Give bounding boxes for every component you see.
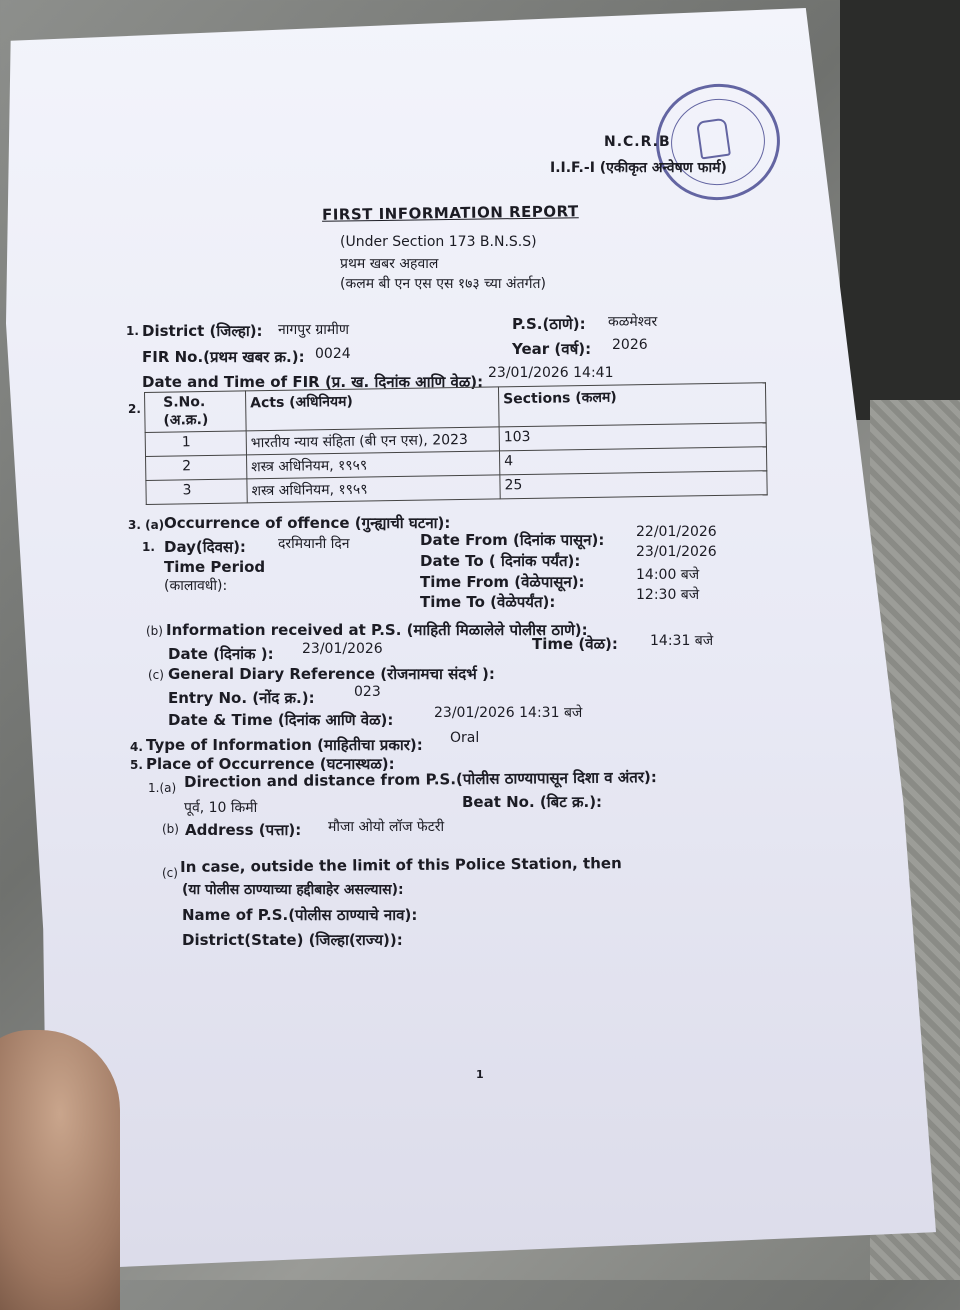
district-label: District (जिल्हा): <box>142 322 263 340</box>
row-section: 4 <box>499 447 766 475</box>
fir-number-value: 0024 <box>315 346 351 362</box>
year-label: Year (वर्ष): <box>512 340 592 358</box>
ps-value: कळमेश्वर <box>608 314 658 330</box>
row-sno: 1 <box>145 431 246 457</box>
ps-label: P.S.(ठाणे): <box>512 315 586 333</box>
direction-distance-label: Direction and distance from P.S.(पोलीस ठाण्यापासून दिशा व अंतर): <box>184 768 657 791</box>
type-of-information-value: Oral <box>450 730 480 746</box>
row-section: 103 <box>499 423 766 451</box>
acts-sections-table <box>144 382 768 505</box>
row-sno: 2 <box>146 455 247 481</box>
item-3-number: 3. (a) <box>128 518 165 532</box>
date-to-label: Date To ( दिनांक पर्यंत): <box>420 552 581 570</box>
district-value: नागपुर ग्रामीण <box>278 322 350 338</box>
item-1-number: 1. <box>126 324 139 338</box>
item-5-number: 5. <box>130 758 143 772</box>
background-dark-fence <box>840 0 960 420</box>
district-state-label: District(State) (जिल्हा(राज्य)): <box>182 931 403 949</box>
item-2-number: 2. <box>128 402 141 416</box>
info-time-value: 14:31 बजे <box>650 633 714 649</box>
date-from-label: Date From (दिनांक पासून): <box>420 531 605 549</box>
time-to-value: 12:30 बजे <box>636 587 700 603</box>
header-acts: Acts (अधिनियम) <box>245 387 499 431</box>
row-section: 25 <box>500 471 767 499</box>
time-to-label: Time To (वेळेपर्यंत): <box>420 593 556 611</box>
title-marathi: प्रथम खबर अहवाल <box>340 256 439 272</box>
report-title: FIRST INFORMATION REPORT <box>321 202 579 224</box>
info-received-label: Information received at P.S. (माहिती मिळालेले पोलीस ठाणे): <box>166 621 588 639</box>
outside-limit-marker: (c) <box>162 866 178 880</box>
occurrence-label: Occurrence of offence (गुन्ह्याची घटना): <box>164 514 451 532</box>
fir-number-label: FIR No.(प्रथम खबर क्र.): <box>142 348 305 366</box>
item-4-number: 4. <box>130 740 143 754</box>
beat-number-label: Beat No. (बिट क्र.): <box>462 793 603 811</box>
entry-number-label: Entry No. (नोंद क्र.): <box>168 689 315 707</box>
occurrence-sub-number: 1. <box>142 540 155 554</box>
under-section-text: (Under Section 173 B.N.S.S) <box>340 234 537 250</box>
fir-datetime-value: 23/01/2026 14:41 <box>488 365 614 381</box>
info-date-label: Date (दिनांक ): <box>168 645 274 663</box>
iif-label: I.I.F.-I (एकीकृत अन्वेषण फार्म) <box>550 160 727 176</box>
entry-number-value: 023 <box>354 684 381 700</box>
header-sections: Sections (कलम) <box>498 383 766 427</box>
row-sno: 3 <box>146 479 247 505</box>
holding-hand <box>0 1030 120 1310</box>
info-date-value: 23/01/2026 <box>302 641 383 657</box>
stamp-emblem-icon <box>696 118 731 160</box>
time-from-value: 14:00 बजे <box>636 567 700 583</box>
header-sno: S.No. (अ.क्र.) <box>145 391 247 433</box>
date-from-value: 22/01/2026 <box>636 524 717 540</box>
address-value: मौजा ओयो लॉज फेटरी <box>328 819 445 835</box>
type-of-information-label: Type of Information (माहितीचा प्रकार): <box>146 736 423 754</box>
direction-distance-value: पूर्व, 10 किमी <box>184 800 258 816</box>
row-act: शस्त्र अधिनियम, १९५९ <box>247 475 500 503</box>
outside-limit-marathi: (या पोलीस ठाण्याच्या हद्दीबाहेर असल्यास): <box>182 882 404 898</box>
date-to-value: 23/01/2026 <box>636 544 717 560</box>
time-period-marathi: (कालावधी): <box>164 578 228 594</box>
gd-reference-label: General Diary Reference (रोजनामचा संदर्भ ): <box>168 665 495 683</box>
time-from-label: Time From (वेळेपासून): <box>420 573 585 591</box>
fir-datetime-label: Date and Time of FIR (प्र. ख. दिनांक आणि वेळ): <box>142 373 484 391</box>
outside-limit-label: In case, outside the limit of this Police Station, then <box>180 854 622 876</box>
year-value: 2026 <box>612 337 648 353</box>
direction-marker: 1.(a) <box>148 781 177 795</box>
time-period-label: Time Period <box>164 558 266 576</box>
gd-datetime-value: 23/01/2026 14:31 बजे <box>434 705 583 721</box>
place-of-occurrence-label: Place of Occurrence (घटनास्थळ): <box>146 755 395 773</box>
address-marker: (b) <box>162 822 179 836</box>
ncrb-label: N.C.R.B <box>604 134 671 150</box>
address-label: Address (पत्ता): <box>185 821 302 839</box>
day-label: Day(दिवस): <box>164 538 246 556</box>
page-number: 1 <box>476 1068 484 1081</box>
section-marathi: (कलम बी एन एस एस १७३ च्या अंतर्गत) <box>340 276 546 292</box>
row-act: भारतीय न्याय संहिता (बी एन एस), 2023 <box>246 427 499 455</box>
info-received-marker: (b) <box>146 624 163 638</box>
ps-name-label: Name of P.S.(पोलीस ठाण्याचे नाव): <box>182 906 418 924</box>
day-value: दरमियानी दिन <box>278 536 350 552</box>
info-time-label: Time (वेळ): <box>532 635 618 653</box>
gd-datetime-label: Date & Time (दिनांक आणि वेळ): <box>168 711 394 729</box>
row-act: शस्त्र अधिनियम, १९५९ <box>247 451 500 479</box>
gd-marker: (c) <box>148 668 164 682</box>
